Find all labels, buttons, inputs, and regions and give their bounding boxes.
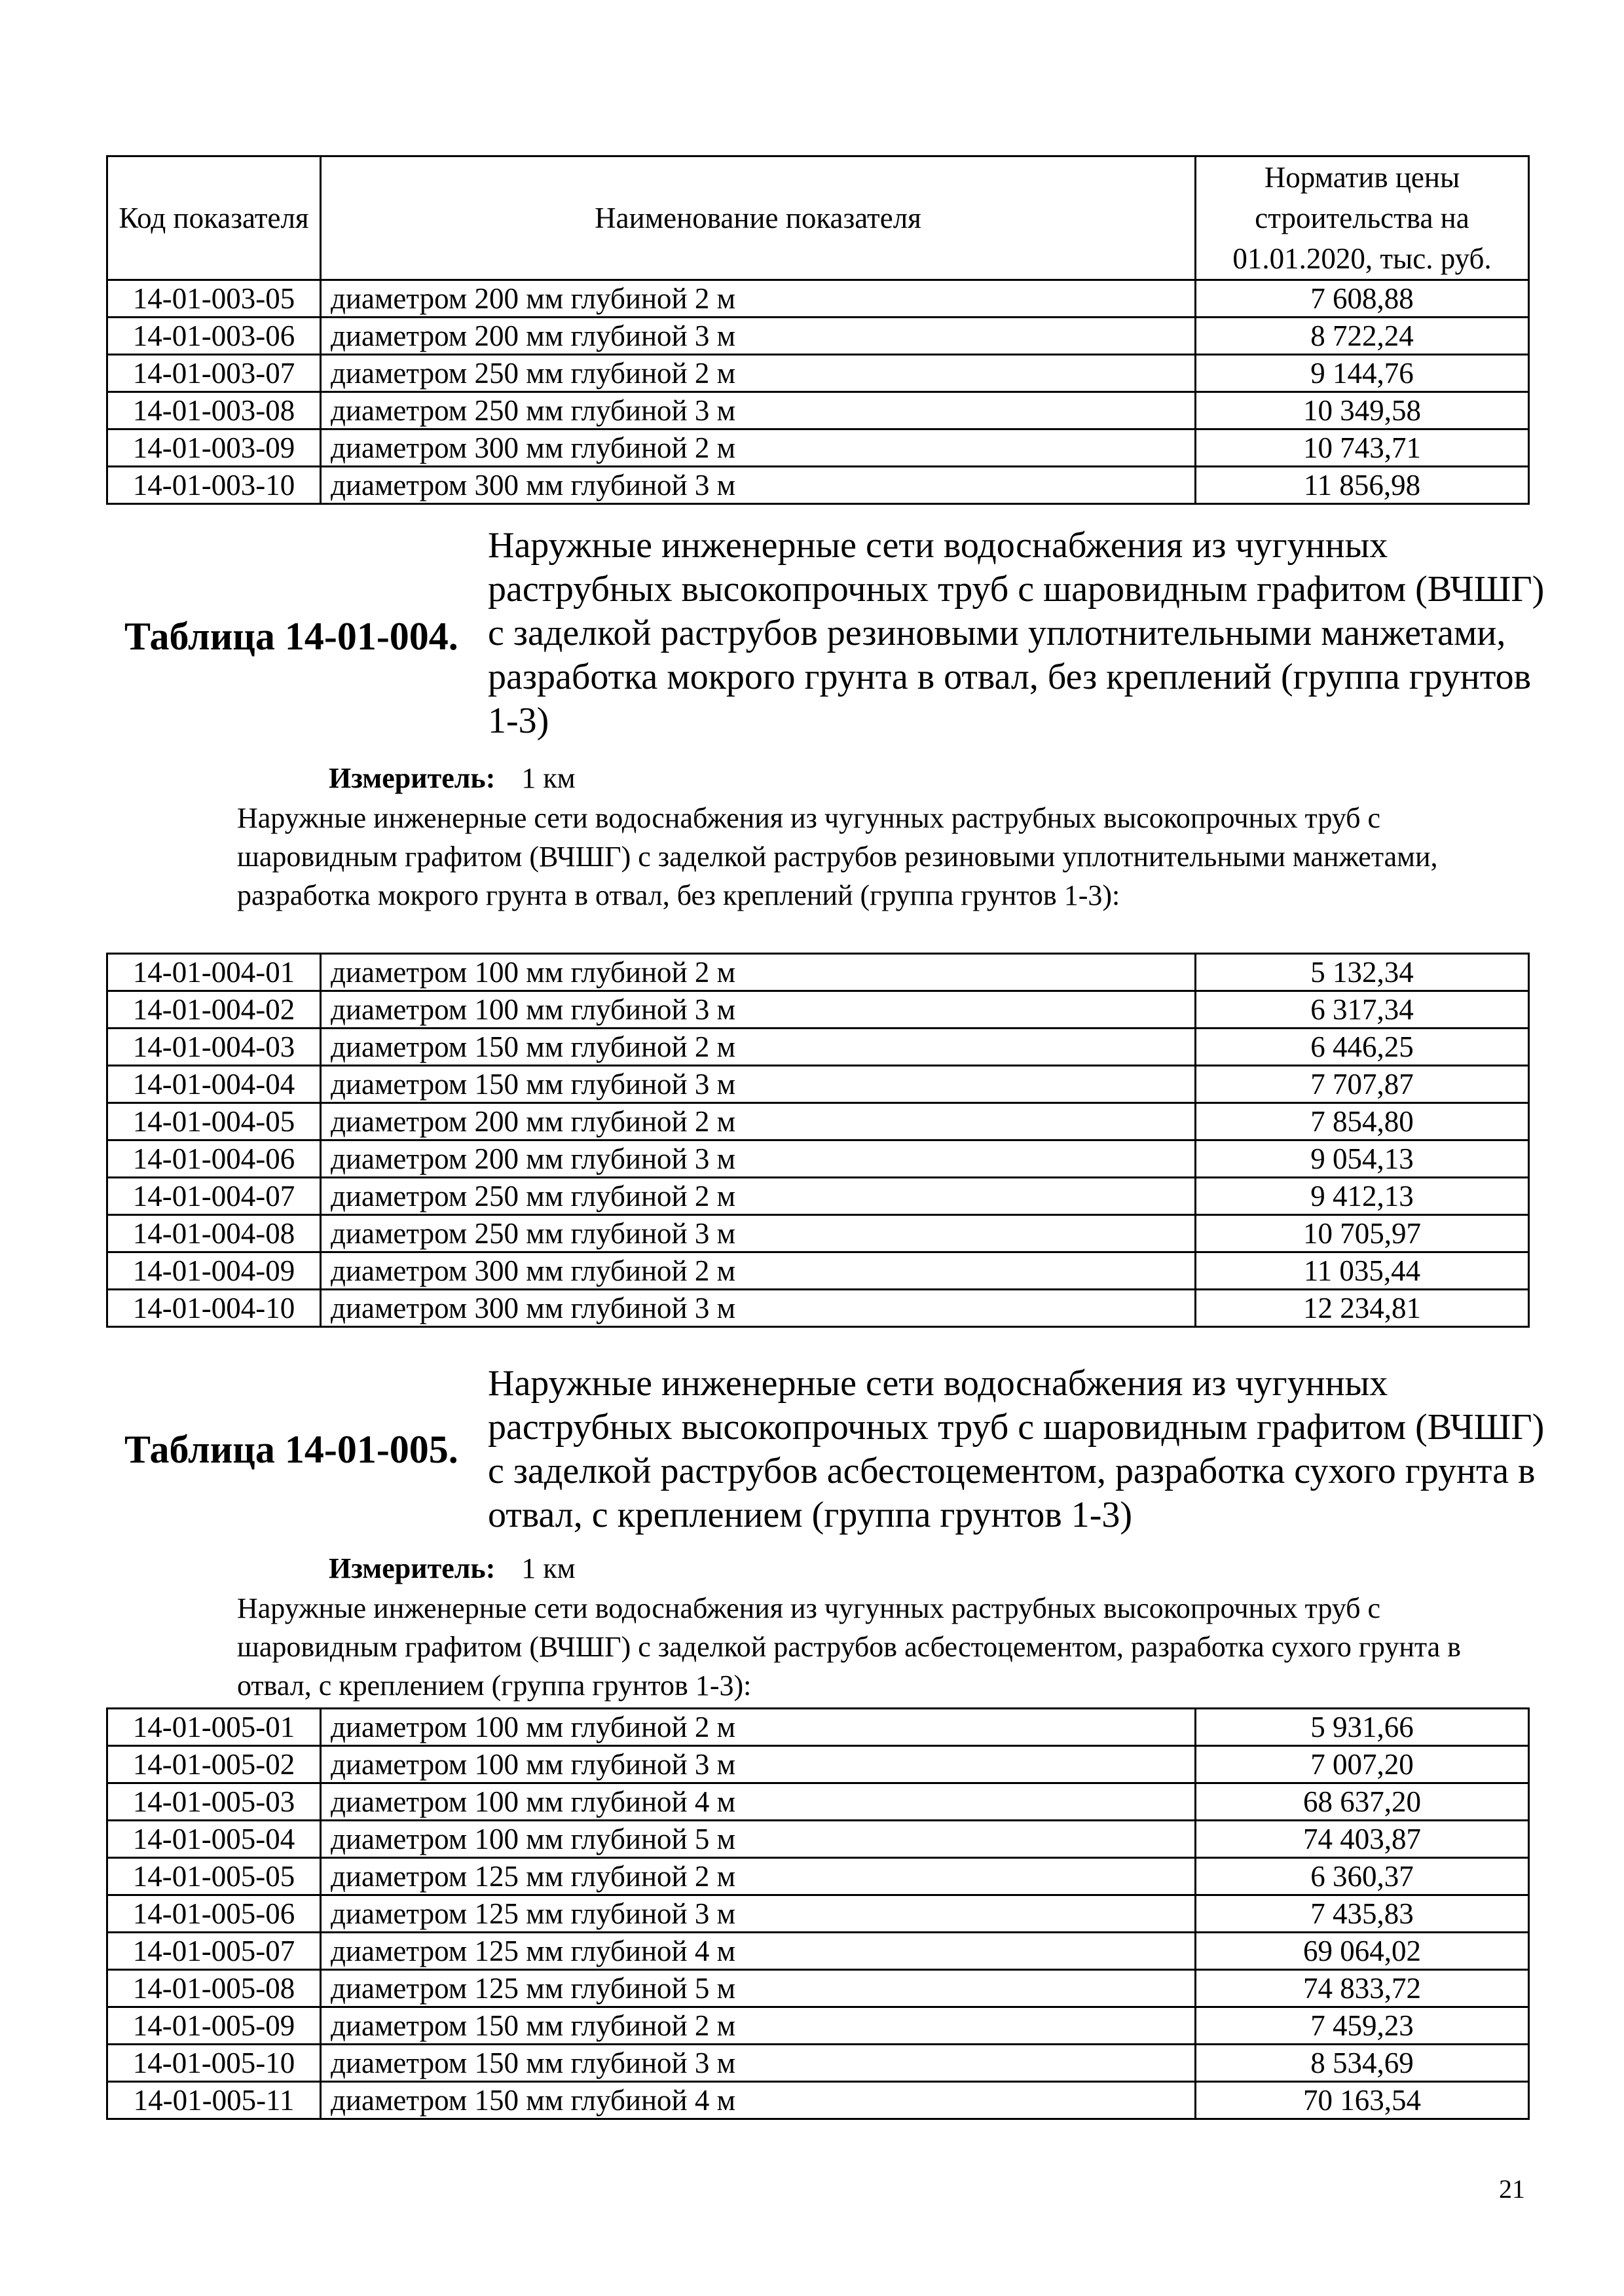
table-row — [107, 2007, 1529, 2045]
code-cell: 14-01-004-09 — [107, 1252, 321, 1290]
table-row — [107, 1103, 1529, 1140]
table-row — [107, 2082, 1529, 2119]
price-cell: 69 064,02 — [1196, 1933, 1529, 1970]
table-label-004: Таблица 14-01-004. — [124, 615, 458, 658]
name-cell: диаметром 250 мм глубиной 2 м — [321, 1178, 1196, 1215]
code-cell: 14-01-003-05 — [107, 280, 321, 318]
name-cell: диаметром 100 мм глубиной 2 м — [321, 1709, 1196, 1746]
price-cell: 10 743,71 — [1196, 429, 1529, 467]
code-cell: 14-01-005-04 — [107, 1821, 321, 1858]
price-cell: 7 459,23 — [1196, 2007, 1529, 2045]
code-cell: 14-01-005-03 — [107, 1783, 321, 1821]
name-cell: диаметром 200 мм глубиной 2 м — [321, 1103, 1196, 1140]
table-row — [107, 392, 1529, 429]
price-cell: 8 534,69 — [1196, 2045, 1529, 2082]
price-cell: 12 234,81 — [1196, 1290, 1529, 1327]
code-cell: 14-01-005-07 — [107, 1933, 321, 1970]
price-cell: 7 007,20 — [1196, 1746, 1529, 1783]
price-cell: 7 707,87 — [1196, 1066, 1529, 1103]
table-row — [107, 355, 1529, 392]
measure-value: 1 км — [521, 1552, 576, 1584]
name-cell: диаметром 300 мм глубиной 2 м — [321, 1252, 1196, 1290]
table-row — [107, 318, 1529, 355]
price-cell: 70 163,54 — [1196, 2082, 1529, 2119]
name-cell: диаметром 100 мм глубиной 5 м — [321, 1821, 1196, 1858]
name-cell: диаметром 150 мм глубиной 3 м — [321, 2045, 1196, 2082]
name-cell: диаметром 150 мм глубиной 2 м — [321, 2007, 1196, 2045]
code-cell: 14-01-003-06 — [107, 318, 321, 355]
price-cell: 5 132,34 — [1196, 954, 1529, 991]
table-header-row — [107, 156, 1529, 280]
table-14-01-003 — [106, 155, 1530, 505]
name-cell: диаметром 150 мм глубиной 4 м — [321, 2082, 1196, 2119]
code-cell: 14-01-004-02 — [107, 991, 321, 1029]
table-row — [107, 1029, 1529, 1066]
code-cell: 14-01-004-05 — [107, 1103, 321, 1140]
code-cell: 14-01-005-09 — [107, 2007, 321, 2045]
code-cell: 14-01-004-06 — [107, 1140, 321, 1178]
measure-label: Измеритель: — [329, 1552, 496, 1584]
name-cell: диаметром 150 мм глубиной 3 м — [321, 1066, 1196, 1103]
code-cell: 14-01-004-10 — [107, 1290, 321, 1327]
code-cell: 14-01-003-09 — [107, 429, 321, 467]
name-cell: диаметром 125 мм глубиной 5 м — [321, 1970, 1196, 2007]
name-cell: диаметром 300 мм глубиной 3 м — [321, 467, 1196, 504]
table-14-01-004 — [106, 953, 1530, 1328]
name-cell: диаметром 250 мм глубиной 3 м — [321, 1215, 1196, 1252]
measure-005 — [329, 1552, 576, 1585]
price-cell: 74 833,72 — [1196, 1970, 1529, 2007]
price-cell: 68 637,20 — [1196, 1783, 1529, 1821]
header-name: Наименование показателя — [321, 156, 1196, 280]
description-004: Наружные инженерные сети водоснабжения из чугунных раструбных высокопрочных труб с шаровидным графитом (ВЧШГ) с заделкой раструбов резиновыми уплотнительными манжетами, разработка мокрого грунта в отвал, без креплений (группа грунтов 1-3): — [237, 802, 1438, 911]
name-cell: диаметром 200 мм глубиной 3 м — [321, 318, 1196, 355]
name-cell: диаметром 125 мм глубиной 3 м — [321, 1895, 1196, 1933]
price-cell: 9 054,13 — [1196, 1140, 1529, 1178]
name-cell: диаметром 200 мм глубиной 3 м — [321, 1140, 1196, 1178]
table-row — [107, 1821, 1529, 1858]
table-row — [107, 1933, 1529, 1970]
name-cell: диаметром 100 мм глубиной 3 м — [321, 991, 1196, 1029]
price-cell: 5 931,66 — [1196, 1709, 1529, 1746]
table-row — [107, 280, 1529, 318]
name-cell: диаметром 300 мм глубиной 3 м — [321, 1290, 1196, 1327]
table-row — [107, 1746, 1529, 1783]
code-cell: 14-01-003-10 — [107, 467, 321, 504]
table-row — [107, 2045, 1529, 2082]
code-cell: 14-01-004-03 — [107, 1029, 321, 1066]
price-cell: 7 435,83 — [1196, 1895, 1529, 1933]
table-row — [107, 1858, 1529, 1895]
code-cell: 14-01-005-08 — [107, 1970, 321, 2007]
code-cell: 14-01-003-07 — [107, 355, 321, 392]
table-row — [107, 429, 1529, 467]
price-cell: 7 854,80 — [1196, 1103, 1529, 1140]
name-cell: диаметром 300 мм глубиной 2 м — [321, 429, 1196, 467]
price-cell: 11 856,98 — [1196, 467, 1529, 504]
code-cell: 14-01-005-10 — [107, 2045, 321, 2082]
price-cell: 10 349,58 — [1196, 392, 1529, 429]
price-cell: 9 412,13 — [1196, 1178, 1529, 1215]
price-cell: 6 317,34 — [1196, 991, 1529, 1029]
price-cell: 8 722,24 — [1196, 318, 1529, 355]
table-row — [107, 1178, 1529, 1215]
table-heading-004: Наружные инженерные сети водоснабжения из чугунных раструбных высокопрочных труб с шаровидным графитом (ВЧШГ) с заделкой раструбов резиновыми уплотнительными манжетами, разработка мокрого грунта в отвал, без креплений (группа грунтов 1-3) — [488, 525, 1545, 741]
name-cell: диаметром 250 мм глубиной 2 м — [321, 355, 1196, 392]
code-cell: 14-01-003-08 — [107, 392, 321, 429]
table-row — [107, 1290, 1529, 1327]
name-cell: диаметром 200 мм глубиной 2 м — [321, 280, 1196, 318]
code-cell: 14-01-005-05 — [107, 1858, 321, 1895]
table-14-01-005 — [106, 1707, 1530, 2120]
table-row — [107, 1140, 1529, 1178]
header-price: Норматив цены строительства на 01.01.2020, тыс. руб. — [1196, 156, 1529, 280]
name-cell: диаметром 250 мм глубиной 3 м — [321, 392, 1196, 429]
code-cell: 14-01-004-01 — [107, 954, 321, 991]
table-row — [107, 1783, 1529, 1821]
table-label-005: Таблица 14-01-005. — [124, 1428, 458, 1471]
table-row — [107, 991, 1529, 1029]
price-cell: 10 705,97 — [1196, 1215, 1529, 1252]
code-cell: 14-01-004-08 — [107, 1215, 321, 1252]
table-row — [107, 954, 1529, 991]
code-cell: 14-01-005-02 — [107, 1746, 321, 1783]
price-cell: 11 035,44 — [1196, 1252, 1529, 1290]
code-cell: 14-01-004-07 — [107, 1178, 321, 1215]
description-005: Наружные инженерные сети водоснабжения из чугунных раструбных высокопрочных труб с шаровидным графитом (ВЧШГ) с заделкой раструбов асбестоцементом, разработка сухого грунта в отвал, с креплением (группа грунтов 1-3): — [237, 1592, 1461, 1702]
table-row — [107, 1252, 1529, 1290]
price-cell: 7 608,88 — [1196, 280, 1529, 318]
code-cell: 14-01-004-04 — [107, 1066, 321, 1103]
name-cell: диаметром 100 мм глубиной 3 м — [321, 1746, 1196, 1783]
code-cell: 14-01-005-06 — [107, 1895, 321, 1933]
measure-004 — [329, 761, 576, 795]
table-row — [107, 1895, 1529, 1933]
measure-value: 1 км — [521, 762, 576, 794]
name-cell: диаметром 150 мм глубиной 2 м — [321, 1029, 1196, 1066]
table-row — [107, 1215, 1529, 1252]
name-cell: диаметром 125 мм глубиной 4 м — [321, 1933, 1196, 1970]
page-number: 21 — [1499, 2174, 1525, 2204]
code-cell: 14-01-005-11 — [107, 2082, 321, 2119]
price-cell: 9 144,76 — [1196, 355, 1529, 392]
code-cell: 14-01-005-01 — [107, 1709, 321, 1746]
measure-label: Измеритель: — [329, 762, 496, 794]
price-cell: 6 446,25 — [1196, 1029, 1529, 1066]
price-cell: 6 360,37 — [1196, 1858, 1529, 1895]
table-row — [107, 467, 1529, 504]
header-code: Код показателя — [107, 156, 321, 280]
table-row — [107, 1709, 1529, 1746]
name-cell: диаметром 100 мм глубиной 4 м — [321, 1783, 1196, 1821]
table-heading-005: Наружные инженерные сети водоснабжения из чугунных раструбных высокопрочных труб с шаровидным графитом (ВЧШГ) с заделкой раструбов асбестоцементом, разработка сухого грунта в отвал, с креплением (группа грунтов 1-3) — [488, 1363, 1545, 1535]
table-row — [107, 1066, 1529, 1103]
price-cell: 74 403,87 — [1196, 1821, 1529, 1858]
name-cell: диаметром 100 мм глубиной 2 м — [321, 954, 1196, 991]
table-row — [107, 1970, 1529, 2007]
name-cell: диаметром 125 мм глубиной 2 м — [321, 1858, 1196, 1895]
